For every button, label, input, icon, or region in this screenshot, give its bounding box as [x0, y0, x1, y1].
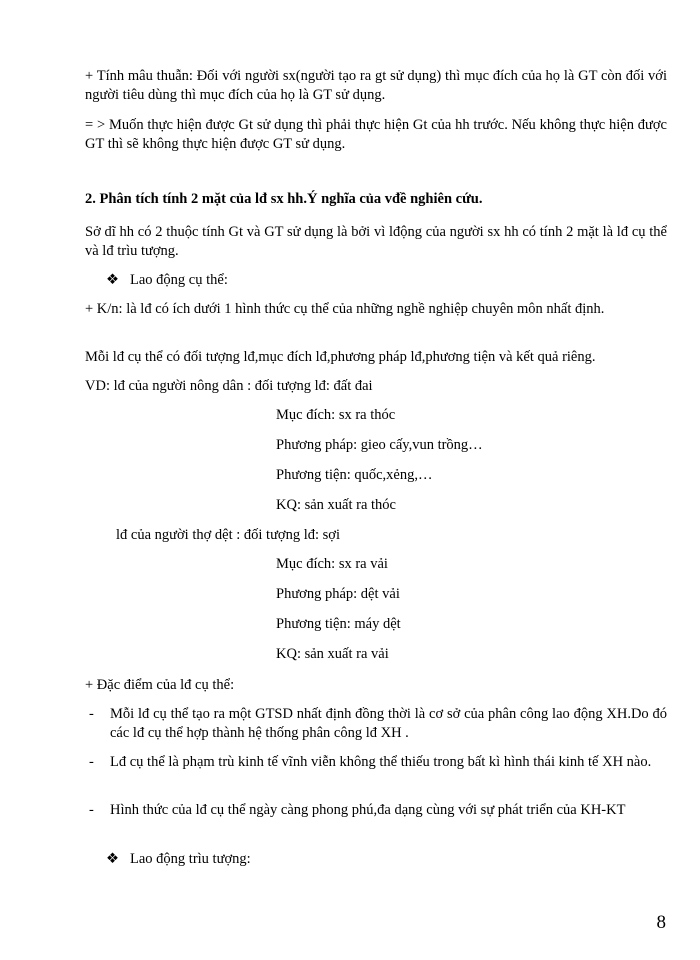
diamond-bullet-icon: ❖: [106, 272, 119, 288]
dash-bullet: -: [89, 754, 94, 770]
paragraph-contradiction: + Tính mâu thuẫn: Đối với người sx(người tạo ra gt sử dụng) thì mục đích của họ là GT còn đối với người tiêu dùng thì mục đích của họ là GT sử dụng.: [85, 68, 667, 103]
example-farmer-item: KQ: sản xuất ra thóc: [276, 497, 396, 513]
diamond-bullet-icon: ❖: [106, 851, 119, 867]
subheading-text: Lao động trìu tượng:: [130, 851, 251, 867]
paragraph-components: Mỗi lđ cụ thể có đối tượng lđ,mục đích lđ,phương pháp lđ,phương tiện và kết quả riêng.: [85, 349, 596, 365]
feature-text: Mỗi lđ cụ thể tạo ra một GTSD nhất định đồng thời là cơ sở của phân công lao động XH.Do đó các lđ cụ thể hợp thành hệ thống phân công lđ XH .: [110, 706, 667, 741]
paragraph-conclusion: = > Muốn thực hiện được Gt sử dụng thì phải thực hiện Gt của hh trước. Nếu không thực hiện được GT thì sẽ không thực hiện được GT sử dụng.: [85, 117, 667, 152]
feature-text: Lđ cụ thể là phạm trù kinh tế vĩnh viễn không thể thiếu trong bất kì hình thái kinh tế XH nào.: [110, 754, 652, 770]
subheading-abstract-labor: [106, 850, 251, 869]
feature-text: Hình thức của lđ cụ thể ngày càng phong phú,đa dạng cùng với sự phát triển của KH-KT: [110, 802, 626, 818]
example-farmer-item: Mục đích: sx ra thóc: [276, 407, 396, 423]
example-farmer-item: Phương pháp: gieo cấy,vun trồng…: [276, 437, 483, 453]
example-weaver-item: Mục đích: sx ra vải: [276, 556, 388, 572]
section-heading: 2. Phân tích tính 2 mặt của lđ sx hh.Ý nghĩa của vđề nghiên cứu.: [85, 191, 483, 207]
subheading-text: Lao động cụ thể:: [130, 272, 228, 288]
page-number: 8: [656, 912, 666, 933]
dash-bullet: -: [89, 706, 94, 722]
paragraph-features-heading: + Đặc điểm của lđ cụ thể:: [85, 677, 235, 693]
example-weaver-item: KQ: sản xuất ra vải: [276, 646, 389, 662]
example-farmer-item: Phương tiện: quốc,xẻng,…: [276, 467, 433, 483]
example-weaver-intro: lđ của người thợ dệt : đối tượng lđ: sợi: [116, 527, 340, 543]
example-weaver-item: Phương tiện: máy dệt: [276, 616, 401, 632]
paragraph-definition: + K/n: là lđ có ích dưới 1 hình thức cụ thể của những nghề nghiệp chuyên môn nhất định.: [85, 301, 605, 317]
example-farmer-intro: VD: lđ của người nông dân : đối tượng lđ: đất đai: [85, 378, 373, 394]
example-weaver-item: Phương pháp: dệt vải: [276, 586, 400, 602]
dash-bullet: -: [89, 802, 94, 818]
paragraph-intro: Sở dĩ hh có 2 thuộc tính Gt và GT sử dụng là bởi vì lđộng của người sx hh có tính 2 mặt là lđ cụ thể và lđ trìu tượng.: [85, 224, 667, 259]
subheading-concrete-labor: [106, 271, 228, 290]
